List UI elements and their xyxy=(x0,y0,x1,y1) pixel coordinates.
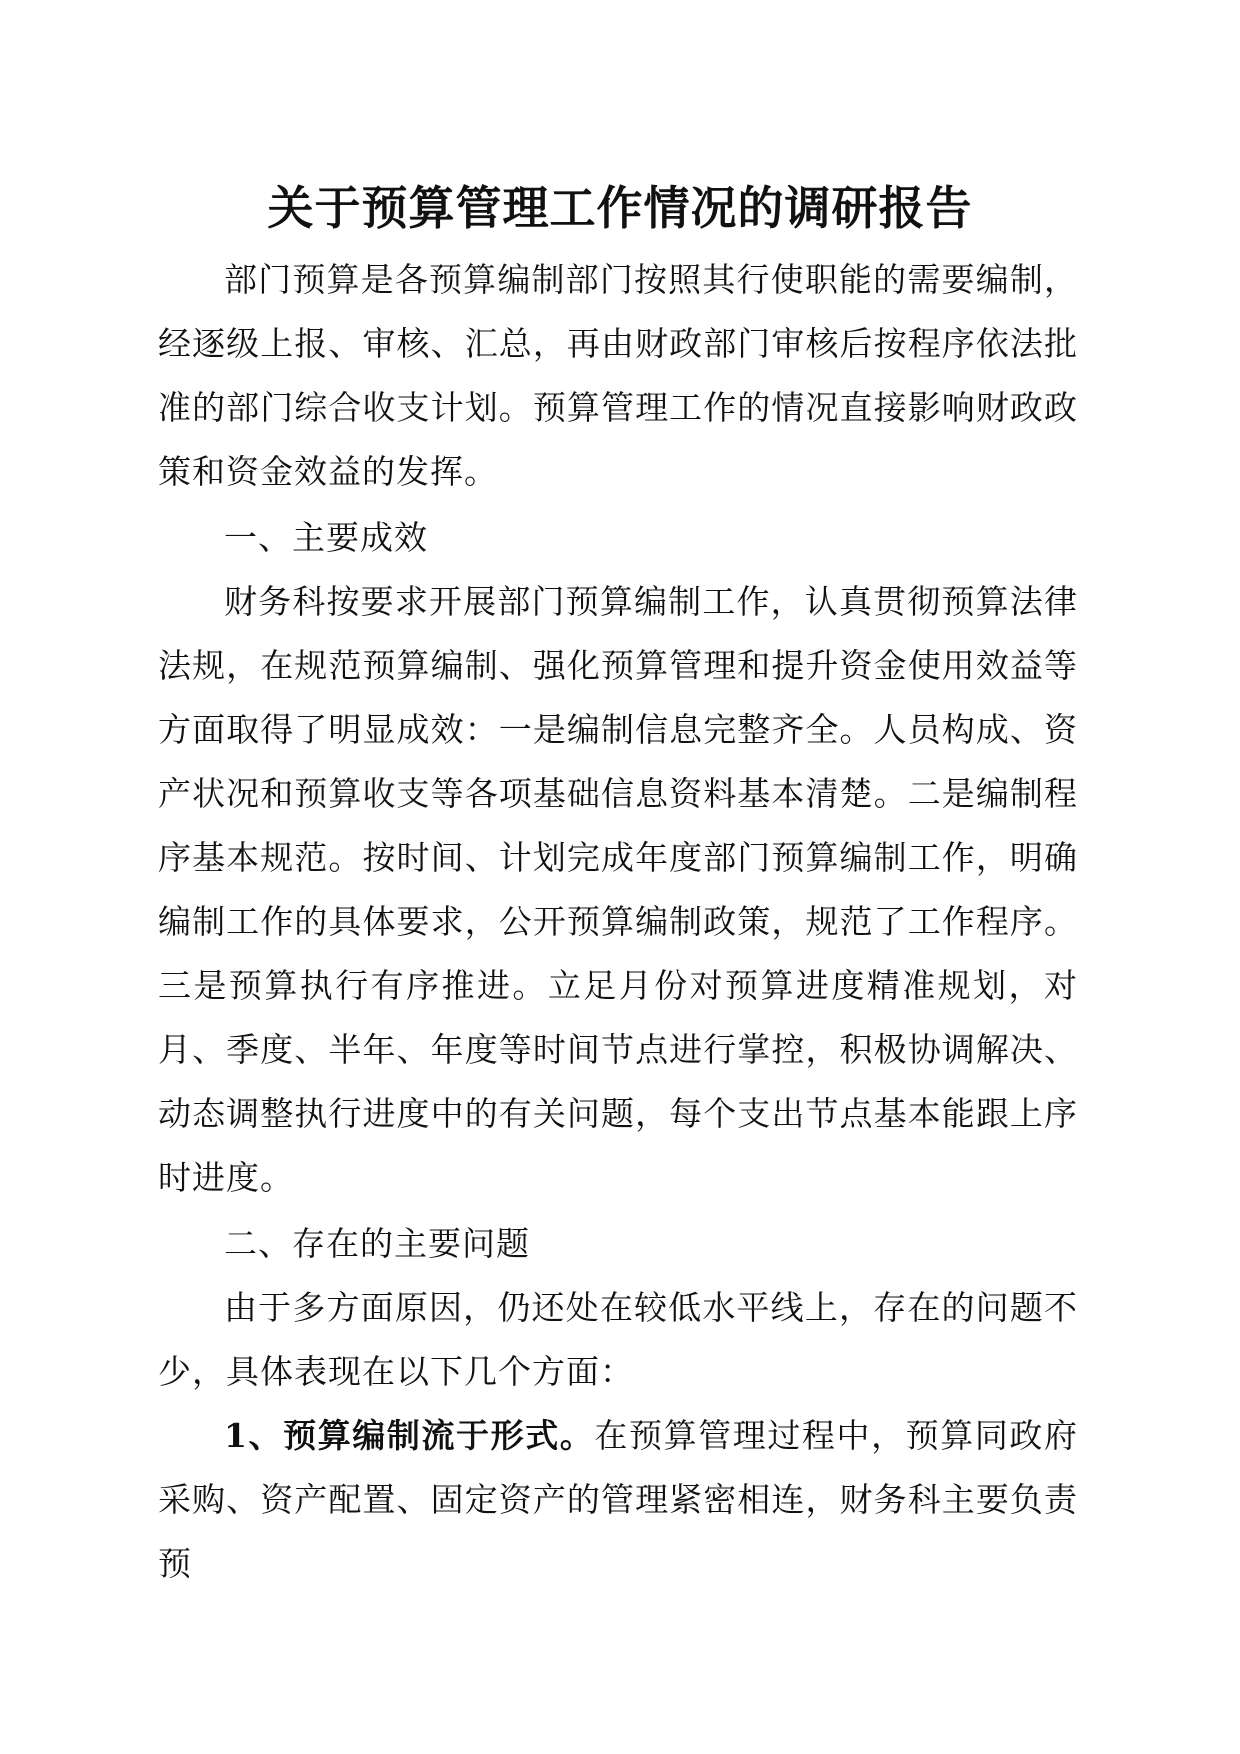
problems-paragraph: 由于多方面原因，仍还处在较低水平线上，存在的问题不少，具体表现在以下几个方面： xyxy=(158,1288,1078,1391)
section-heading-achievements: 一、主要成效 xyxy=(224,518,428,557)
problem-item-1-lead: 1、预算编制流于形式。 xyxy=(224,1416,595,1455)
problem-item-1-text: 在预算管理过程中，预算同政府采购、资产配置、固定资产的管理紧密相连，财务科主要负责预 xyxy=(158,1416,1079,1583)
problem-item-1 xyxy=(158,1404,1078,1596)
achievements-paragraph: 财务科按要求开展部门预算编制工作，认真贯彻预算法律法规，在规范预算编制、强化预算管理和提升资金使用效益等方面取得了明显成效：一是编制信息完整齐全。人员构成、资产状况和预算收支等各项基础信息资料基本清楚。二是编制程序基本规范。按时间、计划完成年度部门预算编制工作，明确编制工作的具体要求，公开预算编制政策，规范了工作程序。三是预算执行有序推进。立足月份对预算进度精准规划，对月、季度、半年、年度等时间节点进行掌控，积极协调解决、动态调整执行进度中的有关问题，每个支出节点基本能跟上序时进度。 xyxy=(158,582,1078,1197)
document-title: 关于预算管理工作情况的调研报告 xyxy=(267,181,973,235)
document-body xyxy=(158,248,1078,1596)
section-heading-problems: 二、存在的主要问题 xyxy=(224,1224,530,1263)
intro-paragraph: 部门预算是各预算编制部门按照其行使职能的需要编制，经逐级上报、审核、汇总，再由财政部门审核后按程序依法批准的部门综合收支计划。预算管理工作的情况直接影响财政政策和资金效益的发挥。 xyxy=(158,260,1078,491)
